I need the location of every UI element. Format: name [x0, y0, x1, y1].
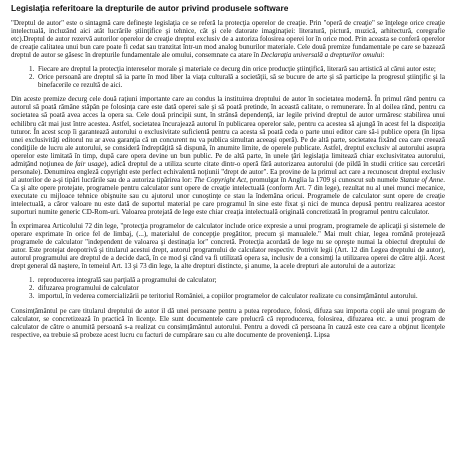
rights-list-item: 2. Orice persoană are dreptul să ia parte în mod liber la viaţa culturală a societăţii, să se bucure de arte şi să participe la progresul ştiinţific şi la binefacerile ce rezultă de aici.	[36, 73, 445, 89]
author-rights-list-item: 1. reproducerea integrală sau parţială a programului de calculator;	[36, 276, 445, 284]
paragraph-text: , promulgat în Anglia la 1709 şi cunoscut sub numele	[246, 175, 400, 184]
document-title: Legislaţia referitoare la drepturile de autor privind produsele software	[11, 3, 289, 13]
rights-list	[11, 65, 445, 89]
author-rights-list-item: 2. difuzarea programului de calculator	[36, 284, 445, 292]
italic-term: Statute of Anne	[399, 175, 444, 184]
licences-paragraph: Consimţământul pe care titularul dreptului de autor il dă unei persoane pentru a putea reproduce, folosi, difuza sau importa copii ale unui program de calculator, se concretizează în practică în licenţe. Ele sunt documentele care prelucră că reproducerea, folosirea, difuzarea etc. a unui program de calculator de către o anumită persoană s-a realizat cu consimţământul autorului. Pentru a dovedi că persoana în cauză este cea care a obţinut licenţele respective, ea trebuie să probeze acest lucru cu facturi de cumpărare sau cu alte documente de provenienţă. Lipsa	[11, 306, 445, 339]
italic-term: fair usage	[75, 159, 105, 168]
author-rights-list-item: 3. importul, în vederea comercializării pe teritoriul României, a copiilor programelor de calculator realizate cu consimţământul autorului.	[36, 292, 445, 300]
principles-paragraph	[11, 95, 445, 216]
intro-end-text: :	[382, 51, 385, 60]
author-rights-list	[11, 276, 445, 300]
intro-text: "Dreptul de autor" este o sintagmă care defineşte legislaţia ce se referă la protecţia operelor de creaţie. Prin "operă de creaţie" se înţelege orice creaţie intelectuală, incluzând aici atât lucrările ştiinţifice şi tehnice, cât şi cele datorate imaginaţiei: literatură, pictură, muzică, arhitectură, coregrafie etc).Dreptul de autor rezervă autorilor operelor de creaţie dreptul exclusiv de a autoriza folosirea operei lor în orice mod. Prin aceasta se conferă operelor de creaţie calitatea unui bun care poate fi cedat sau tranzitat într-un mod analog bunurilor materiale. Cele două premize fundamentale pe care se bazează dreptul de autor se găsesc în drepturile fundamentale ale omului, consemnate ca atare în	[11, 19, 445, 60]
paragraph-text: ), adică dreptul de a utiliza scurte citate dintr-o operă fără autorizarea autorului (de pildă în studii critice sau cercetări personale). Denumirea engleză copyright este perfect echivalentă noţiunii "drept de autor". Ea provine de la primul act care a recunoscut dreptul exclusiv al autorilor de a-şi tipări lucrările sau de a autoriza tipărirea lor:	[11, 159, 445, 184]
intro-italic-text: Declaraţia universală a drepturilor omului	[260, 51, 383, 60]
italic-term: The Copyright Act	[193, 175, 247, 184]
paragraph-text: Din aceste premize decurg cele două raţiuni importante care au condus la instituirea dreptului de autor în societatea modernă. În primul rând pentru ca autorul să poată rămâne stăpân pe folosinţa care este dată operei sale şi să poată pretinde, în această calitate, o remunerare. În al doilea rând, pentru ca societatea să poată avea acces la opera sa. Cele două principii sunt, în strânsă dependenţă, iar legile privind dreptul de autor urmăresc stabilirea unui echilibru cât mai just între acestea. Astfel, societatea încurajează autorul în publicarea operelor sale, pentru ca acestea să ajungă în acest fel la dispoziţia tuturor. În acest scop îi garantează autorului o exclusivitate suficientă pentru ca acesta să poată ceda o parte unui editor care să-i publice opera (în lipsa unei exclusivităţi editorul nu ar avea garanţia că un concurent nu va publica simultan aceeaşi operă). Pe de altă parte, societatea fixând cea care creează condiţiile de lucru ale autorului, se consideră îndreptăţită să dispună, în anumite limite, de operele publicate. Astfel, dreptul exclusiv al autorului asupra operelor este limitată în timp, după care opera devine un bun public. Pe de altă parte, în unele ţări legislaţia limitează chiar exclusivitatea autorului, admiţând noţiunea de	[11, 95, 445, 168]
paragraph-text: . Ca şi alte opere protejate, programele pentru calculator sunt opere de creaţie intelectuală (conform Art. 7 din lege), rezultat nu al unei munci mecanice, executate cu mijloace tehnice obişnuite sau cu ajutorul unor cunoştinţe ce stau la îndemâna oricui. Programele de calculator sunt opere de creaţie intelectuală, a căror valoare nu este dată de suportul material pe care programul în sine este fixat şi nici de munca depusă pentru realizarea acestor suporturi numite generic CD-Rom-uri. Valoarea protejată de lege este chiar creaţia intelectuală originală concretizată în programul pentru calculator.	[11, 175, 445, 217]
article-72-paragraph: În exprimarea Articolului 72 din lege, "protecţia programelor de calculator include orice expresie a unui program, programele de aplicaţii şi sistemele de operare exprimate în orice fel de limbaj, (...), materialul de concepţie pregătitor, precum şi manualele." Mai mult chiar, legea română protejează programele de calculator "independent de valoarea şi destinaţia lor" concretă. Protecţia acordată de lege nu se opreşte numai la obiectul dreptului de autor. Este protejat deopotrivă şi titularul acestui drept, autorul programului de calculator respectiv. Potrivit legii (Art. 12 din Legea dreptului de autor), autorul programului are dreptul de a decide dacă, în ce mod şi când va fi utilizată opera sa, inclusiv de a consimţi la utilizarea operei de către alţii. Acest drept general dă naştere, în temeiul Art. 13 şi 73 din lege, la alte drepturi distincte, şi anume, la acele drepturi ale autorului de a autoriza:	[11, 222, 445, 271]
rights-list-item: 1. Fiecare are dreptul la protecţia intereselor morale şi materiale ce decurg din orice producţie ştiinţifică, literară sau artistică al cărui autor este;	[36, 65, 445, 73]
intro-paragraph	[11, 19, 445, 59]
